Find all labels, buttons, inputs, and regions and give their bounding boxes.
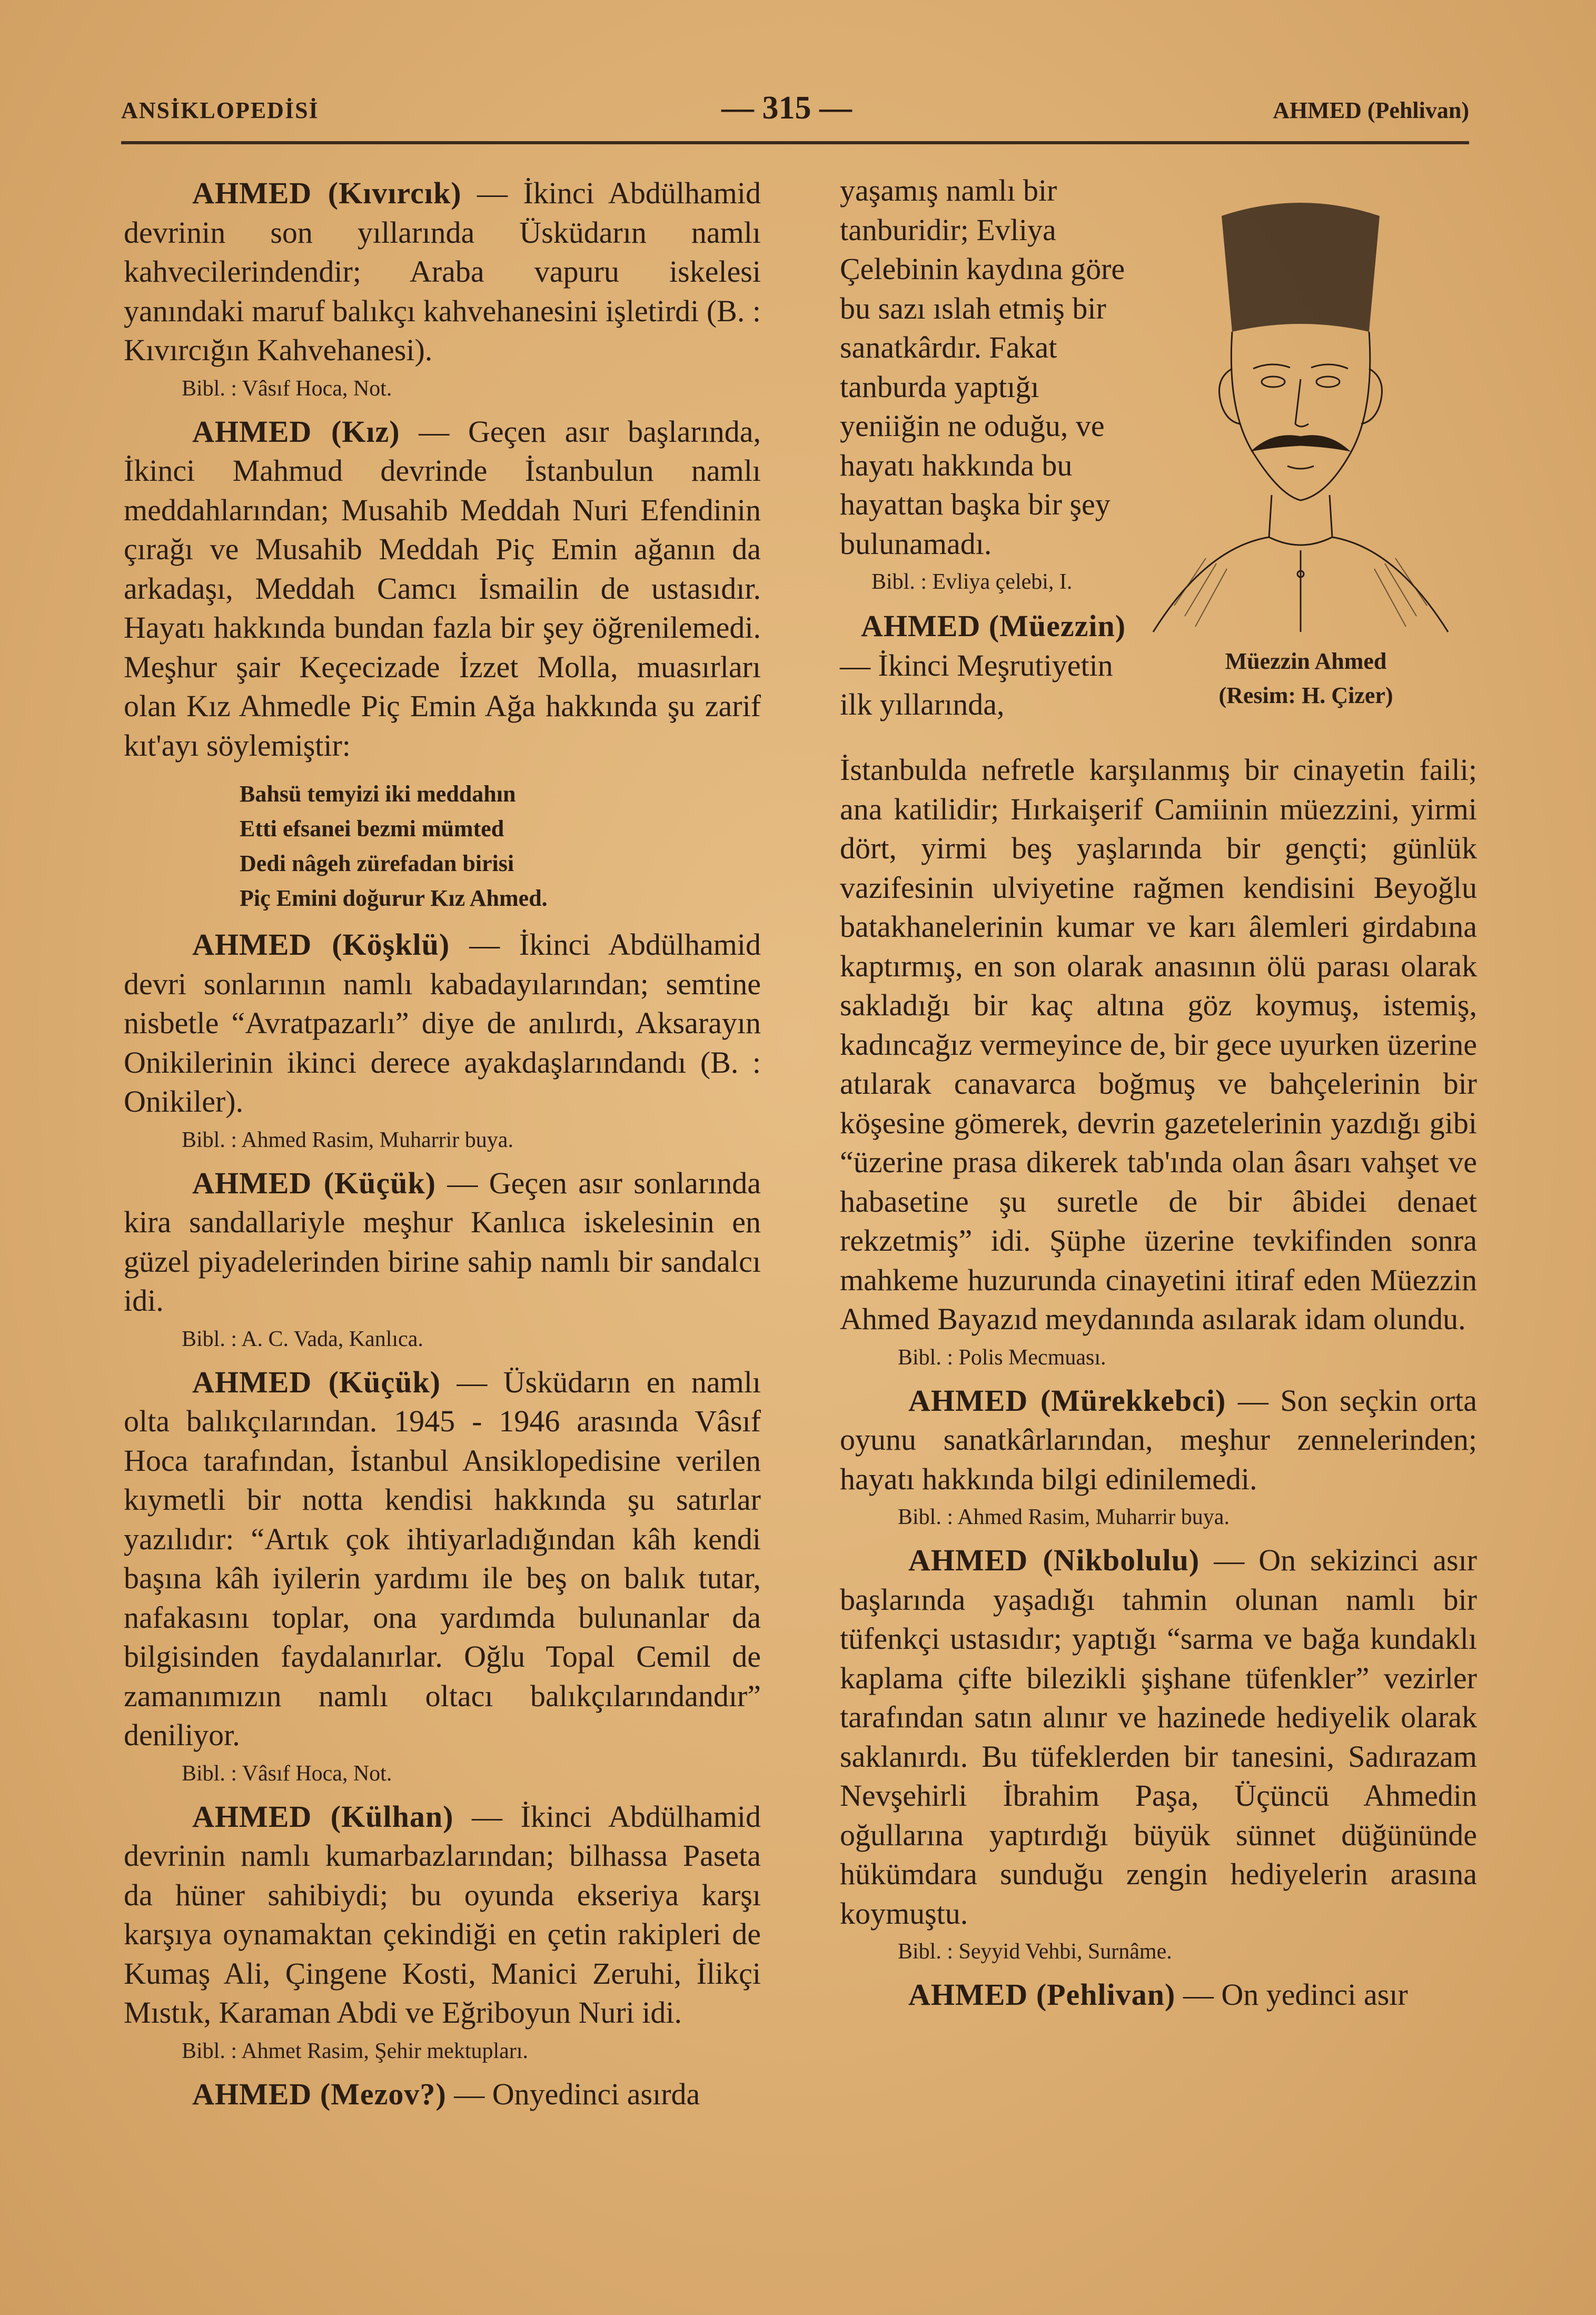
- entry-text: — Onyedinci asırda: [454, 2076, 700, 2111]
- entry-headword: AHMED (Pehlivan): [908, 1977, 1176, 2012]
- entry-text: — Son seçkin orta oyunu sanatkârlarından, meşhur zennelerinden; hayatı hakkında bilgi edinilemedi.: [840, 1383, 1477, 1496]
- bibliography: Bibl. : Polis Mecmuası.: [898, 1345, 1106, 1370]
- header-right: AHMED (Pehlivan): [1273, 97, 1469, 123]
- page-number: — 315 —: [721, 90, 852, 126]
- entry-headword: AHMED (Müezzin): [861, 609, 1126, 643]
- entry-text: — İkinci Abdülhamid devrinin son yıllarında Üsküdarın namlı kahvecilerindendir; Araba vapuru iskelesi yanındaki maruf balıkçı kahvehanesini işletirdi (B. : Kıvırcığın Kahvehanesi).: [124, 176, 761, 367]
- verse-line: Bahsü temyizi iki meddahın: [240, 781, 516, 807]
- entry: [124, 412, 761, 766]
- entry: [840, 1541, 1477, 1933]
- entry: [124, 1797, 761, 2033]
- entry-headword: AHMED (Kıvırcık): [192, 176, 462, 210]
- entry-headword: AHMED (Küçük): [192, 1364, 441, 1399]
- portrait-caption: Müezzin Ahmed: [1225, 648, 1387, 674]
- verse-line: Dedi nâgeh zürefadan birisi: [240, 850, 514, 876]
- portrait-illustration: [1143, 158, 1459, 642]
- entry-text: yaşamış namlı bir tanburidir; Evliya Çelebinin kaydına göre bu sazı ıslah etmiş bir sanatkârdır. Fakat tanburda yaptığı yeniiğin ne oduğu, ve hayatı hakkında bu hayattan başka bir şey bulunamadı.: [840, 173, 1125, 561]
- bibliography: Bibl. : Vâsıf Hoca, Not.: [182, 376, 392, 401]
- entry: [124, 925, 761, 1122]
- entry-text: — İkinci Meşrutiyetin ilk yıllarında,: [840, 648, 1113, 721]
- entry-headword: AHMED (Küçük): [192, 1165, 436, 1200]
- bibliography: Bibl. : Vâsıf Hoca, Not.: [182, 1761, 392, 1786]
- entry-headword: AHMED (Külhan): [192, 1799, 454, 1834]
- verse-line: Etti efsanei bezmi mümted: [240, 816, 504, 842]
- verse: [124, 777, 761, 916]
- entry-text: — On yedinci asır: [1183, 1977, 1408, 2012]
- header-rule: [121, 141, 1469, 144]
- bibliography: Bibl. : Ahmed Rasim, Muharrir buya.: [182, 1127, 513, 1152]
- entry-headword: AHMED (Kız): [192, 414, 400, 449]
- entry: [124, 2075, 761, 2114]
- bibliography: Bibl. : Seyyid Vehbi, Surnâme.: [898, 1940, 1172, 1964]
- right-column-top: [840, 171, 1135, 725]
- entry-text: İstanbulda nefretle karşılanmış bir cinayetin faili; ana katilidir; Hırkaişerif Camiinin müezzini, yirmi dört, yirmi beş yaşlarında bir gençti; günlük vazifesinin ulviyetine rağmen kendisini Beyoğlu batakhanelerinin kumar ve karı âlemleri girdabına kaptırmış, en son olarak anasının ölü parası olarak sakladığı bir kaç altına göz koymuş, istemiş, kadıncağız vermeyince de, bir gece uyurken üzerine atılarak canavarca boğmuş ve bahçelerinin bir köşesine gömerek, devrin gazetelerinin yazdığı gibi “üzerine prasa dikerek tab'ında olan âsarı vahşet ve habasetine şu suretle de bir âbidei denaet rekzetmiş” idi. Şüphe üzerine tevkifinden sonra mahkeme huzurunda cinayetini itiraf eden Müezzin Ahmed Bayazıd meydanında asılarak idam olundu.: [840, 753, 1477, 1336]
- bibliography: Bibl. : Ahmet Rasim, Şehir mektupları.: [182, 2039, 528, 2063]
- entry: [840, 1975, 1477, 2015]
- left-column: [124, 174, 761, 2114]
- entry-text: — On sekizinci asır başlarında yaşadığı tahmin olunan namlı bir tüfenkçi ustasıdır; yaptığı “sarma ve bağa kundaklı kaplama çifte bilezikli şişhane tüfenkler” vezirler tarafından satın alınır ve hazinede hediyelik olarak saklanırdı. Bu tüfeklerden bir tanesini, Sadırazam Nevşehirli İbrahim Paşa, Üçüncü Ahmedin oğullarına yaptırdığı büyük sünnet düğününde hükümdara sunduğu zengin hediyelerin arasına koymuştu.: [840, 1543, 1478, 1931]
- header-left: ANSİKLOPEDİSİ: [121, 97, 319, 123]
- entry: [124, 174, 761, 370]
- entry-text: — Geçen asır sonlarında kira sandallariyle meşhur Kanlıca iskelesinin en güzel piyadelerinden birine sahip namlı bir sandalcı idi.: [124, 1165, 761, 1318]
- running-header: [121, 90, 1469, 137]
- entry-text: — Üsküdarın en namlı olta balıkçılarından. 1945 - 1946 arasında Vâsıf Hoca tarafından, İstanbul Ansiklopedisine verilen kıymetli bir notta kendisi hakkında şu satırlar yazılıdır: “Artık çok ihtiyarladığından kâh kendi başına kâh iyilerin yardımı ile beş on balık tutar, nafakasını toplar, ona yardımda bulunanlar da bilgisinden faydalanırlar. Oğlu Topal Cemil de zamanımızın namlı oltacı balıkçılarındandır” deniliyor.: [124, 1364, 761, 1752]
- bibliography: Bibl. : A. C. Vada, Kanlıca.: [182, 1327, 423, 1351]
- entry: [840, 1381, 1477, 1499]
- entry-text: — Geçen asır başlarında, İkinci Mahmud devrinde İstanbulun namlı meddahlarından; Musahib Meddah Nuri Efendinin çırağı ve Musahib Meddah Piç Emin ağanın da arkadaşı, Meddah Camcı İsmailin de ustasıdır. Hayatı hakkında bundan fazla bir şey öğrenilemedi. Meşhur şair Keçecizade İzzet Molla, muasırları olan Kız Ahmedle Piç Emin Ağa hakkında şu zarif kıt'ayı söylemiştir:: [124, 414, 761, 763]
- right-column: [840, 750, 1477, 2015]
- portrait-credit: (Resim: H. Çizer): [1218, 682, 1393, 708]
- entry-headword: AHMED (Köşklü): [192, 927, 450, 962]
- verse-line: Piç Emini doğurur Kız Ahmed.: [240, 885, 548, 911]
- entry-headword: AHMED (Mürekkebci): [908, 1383, 1226, 1418]
- entry: [840, 607, 1135, 725]
- entry-headword: AHMED (Nikbolulu): [908, 1543, 1200, 1577]
- entry: [124, 1164, 761, 1321]
- bibliography: Bibl. : Evliya çelebi, I.: [871, 570, 1073, 594]
- bibliography: Bibl. : Ahmed Rasim, Muharrir buya.: [898, 1505, 1230, 1529]
- entry-text: — İkinci Abdülhamid devrinin namlı kumarbazlarından; bilhassa Paseta da hüner sahibiydi; bu oyunda ekseriya karşı karşıya oynamaktan çekindiği en çetin rakipleri de Kumaş Ali, Çingene Kosti, Manici Zeruhi, İlikçi Mıstık, Karaman Abdi ve Eğriboyun Nuri idi.: [124, 1799, 761, 2030]
- entry-headword: AHMED (Mezov?): [192, 2076, 447, 2111]
- entry: [124, 1363, 761, 1755]
- entry-text: — İkinci Abdülhamid devri sonlarının namlı kabadayılarından; semtine nisbetle “Avratpazarlı” diye de anılırdı, Aksarayın Onikilerinin ikinci derece ayakdaşlarındandı (B. : Onikiler).: [124, 927, 761, 1119]
